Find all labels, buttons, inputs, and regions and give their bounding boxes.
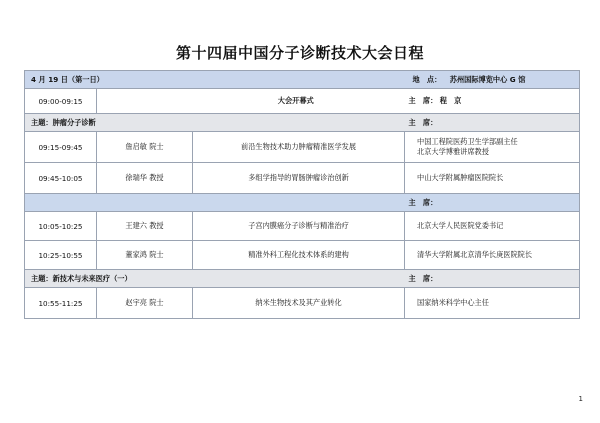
opening-title: 大会开幕式 — [277, 96, 314, 105]
talk-speaker: 王建六 教授 — [97, 212, 193, 241]
talk-time: 10:05-10:25 — [25, 212, 97, 241]
talk-time: 10:55-11:25 — [25, 288, 97, 319]
page-title: 第十四届中国分子诊断技术大会日程 — [175, 44, 424, 62]
affiliation-line: 中国工程院医药卫生学部副主任 — [417, 137, 518, 146]
affiliation-line: 北京大学人民医院党委书记 — [417, 221, 504, 230]
venue-value: 苏州国际博览中心 G 馆 — [449, 74, 526, 84]
talk-time: 09:15-09:45 — [25, 132, 97, 163]
section-chair-label: 主 席： — [408, 273, 438, 283]
affiliation-line: 北京大学博雅讲席教授 — [417, 147, 489, 156]
section-header-row — [25, 194, 580, 212]
opening-time: 09:00-09:15 — [25, 89, 97, 114]
page-number: 1 — [578, 395, 583, 403]
talk-speaker: 徐瑞华 教授 — [97, 163, 193, 194]
talk-topic: 精准外科工程化技术体系的建构 — [193, 241, 405, 270]
talk-row — [25, 212, 580, 241]
opening-chair-label: 主 席： — [408, 96, 438, 105]
talk-topic: 前沿生物技术助力肿瘤精准医学发展 — [193, 132, 405, 163]
talk-topic: 多组学指导的胃肠肿瘤诊治创新 — [193, 163, 405, 194]
section-header-row — [25, 114, 580, 132]
talk-speaker: 詹启敏 院士 — [97, 132, 193, 163]
talk-row — [25, 132, 580, 163]
talk-time: 09:45-10:05 — [25, 163, 97, 194]
section-chair-label: 主 席： — [408, 197, 438, 207]
day-label: 4 月 19 日（第一日） — [31, 74, 104, 84]
section-chair-label: 主 席： — [408, 117, 438, 127]
talk-affiliation — [405, 241, 580, 270]
talk-row — [25, 163, 580, 194]
affiliation-line: 中山大学附属肿瘤医院院长 — [417, 173, 504, 182]
opening-chair: 程 京 — [439, 96, 462, 105]
talk-topic: 子宫内膜癌分子诊断与精准治疗 — [193, 212, 405, 241]
talk-time: 10:25-10:55 — [25, 241, 97, 270]
talk-affiliation — [405, 288, 580, 319]
talk-speaker: 董家鸿 院士 — [97, 241, 193, 270]
section-theme: 主题：新技术与未来医疗（一） — [31, 273, 132, 283]
talk-speaker: 赵宇亮 院士 — [97, 288, 193, 319]
talk-affiliation — [405, 132, 580, 163]
schedule-table — [24, 70, 580, 319]
opening-row — [25, 89, 580, 114]
talk-affiliation — [405, 212, 580, 241]
talk-row — [25, 288, 580, 319]
talk-affiliation — [405, 163, 580, 194]
talk-topic: 纳米生物技术及其产业转化 — [193, 288, 405, 319]
section-header-row — [25, 270, 580, 288]
day-header-row — [25, 71, 580, 89]
affiliation-line: 国家纳米科学中心主任 — [417, 298, 489, 307]
section-theme: 主题：肿瘤分子诊断 — [31, 117, 96, 127]
talk-row — [25, 241, 580, 270]
affiliation-line: 清华大学附属北京清华长庚医院院长 — [417, 250, 533, 259]
venue-label: 地 点： — [412, 74, 442, 84]
